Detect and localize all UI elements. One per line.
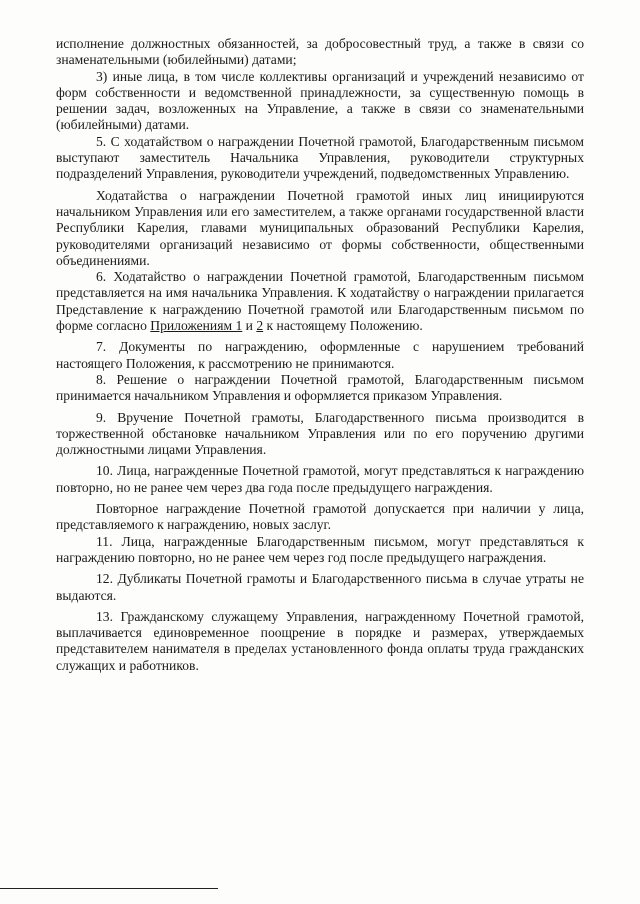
paragraph-6-text: 6. Ходатайство о награждении Почетной грамотой, Благодарственным письмом представляется на имя начальника Управления. К ходатайству о награждении прилагается Представление к награждению Почетной грамотой или Благодарственным письмом по форме согласно xyxy=(56,269,584,334)
paragraph-repeat-award: Повторное награждение Почетной грамотой допускается при наличии у лица, представляемого к награждению, новых заслуг. xyxy=(56,501,584,533)
paragraph-petitions: Ходатайства о награждении Почетной грамотой иных лиц инициируются начальником Управления или его заместителем, а также органами государственной власти Республики Карелия, главами муниципальных образований Республики Карелия, руководителями организаций независимо от формы собственности, общественными объединениями. xyxy=(56,187,584,268)
paragraph-6 xyxy=(56,269,584,334)
footer-rule xyxy=(0,888,218,889)
paragraph-13: 13. Гражданскому служащему Управления, награжденному Почетной грамотой, выплачивается единовременное поощрение в порядке и размерах, утверждаемых представителем нанимателя в пределах установленного фонда оплаты труда гражданских служащих и работников. xyxy=(56,608,584,673)
paragraph-5: 5. С ходатайством о награждении Почетной грамотой, Благодарственным письмом выступают заместитель Начальника Управления, руководители структурных подразделений Управления, руководители учреждений, подведомственных Управлению. xyxy=(56,133,584,182)
paragraph-8: 8. Решение о награждении Почетной грамотой, Благодарственным письмом принимается начальником Управления и оформляется приказом Управления. xyxy=(56,371,584,404)
paragraph-6-tail: к настоящему Положению. xyxy=(263,318,423,334)
document-body xyxy=(56,36,584,674)
paragraph-12: 12. Дубликаты Почетной грамоты и Благодарственного письма в случае утраты не выдаются. xyxy=(56,571,584,603)
paragraph-item-3: 3) иные лица, в том числе коллективы организаций и учреждений независимо от форм собственности и ведомственной принадлежности, за существенную помощь в решении задач, возложенных на Управление, а также в связи со знаменательными (юбилейными) датами. xyxy=(56,68,584,133)
paragraph-9: 9. Вручение Почетной грамоты, Благодарственного письма производится в торжественной обстановке начальником Управления или по его поручению другими должностными лицами Управления. xyxy=(56,409,584,458)
paragraph-7: 7. Документы по награждению, оформленные с нарушением требований настоящего Положения, к рассмотрению не принимаются. xyxy=(56,339,584,371)
paragraph-6-and: и xyxy=(242,318,257,334)
appendix-1-link[interactable]: Приложениям 1 xyxy=(150,318,243,334)
paragraph-continuation: исполнение должностных обязанностей, за добросовестный труд, а также в связи со знаменательными (юбилейными) датами; xyxy=(56,36,584,68)
paragraph-11: 11. Лица, награжденные Благодарственным письмом, могут представляться к награждению повторно, но не ранее чем через год после предыдущего награждения. xyxy=(56,533,584,565)
appendix-2-link[interactable]: 2 xyxy=(256,318,264,334)
paragraph-10: 10. Лица, награжденные Почетной грамотой, могут представляться к награждению повторно, но не ранее чем через два года после предыдущего награждения. xyxy=(56,463,584,495)
